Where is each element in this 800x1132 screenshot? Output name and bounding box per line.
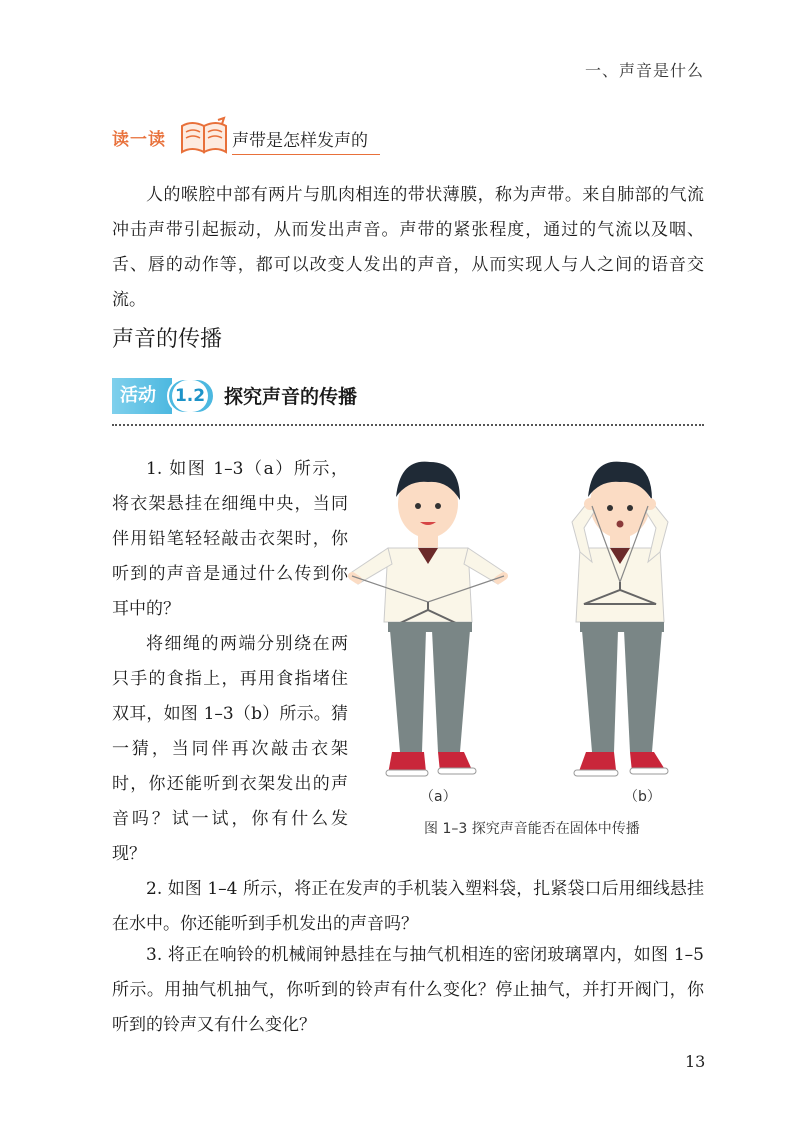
step-2-text: 2. 如图 1–4 所示，将正在发声的手机装入塑料袋，扎紧袋口后用细线悬挂在水中。你还能听到手机发出的声音吗？	[112, 879, 704, 934]
boy-b-illustration	[572, 462, 668, 776]
running-header: 一、声音是什么	[584, 61, 704, 80]
step-3-text: 3. 将正在响铃的机械闹钟悬挂在与抽气机相连的密闭玻璃罩内，如图 1–5 所示。用抽气机抽气，你听到的铃声有什么变化？停止抽气，并打开阀门，你听到的铃声又有什么变化？	[112, 945, 704, 1035]
activity-tab-label: 活动	[112, 378, 172, 414]
boy-a-illustration	[352, 462, 504, 776]
figure-caption: 图 1–3 探究声音能否在固体中传播	[424, 821, 640, 837]
open-book-icon	[178, 116, 230, 156]
step-1	[112, 452, 348, 872]
step-2	[112, 872, 704, 942]
section-heading: 声音的传播	[112, 327, 223, 352]
figure-label-a: （a）	[420, 789, 457, 805]
step-1-part-b: 将细绳的两端分别绕在两只手的食指上，再用食指堵住双耳，如图 1–3（b）所示。猜一猜，当同伴再次敲击衣架时，你还能听到衣架发出的声音吗？试一试，你有什么发现？	[112, 634, 348, 864]
step-3	[112, 938, 704, 1043]
activity-title: 探究声音的传播	[224, 386, 358, 408]
page-number: 13	[685, 1052, 706, 1071]
step-1-part-a: 1. 如图 1–3（a）所示，将衣架悬挂在细绳中央，当同伴用铅笔轻轻敲击衣架时，你听到的声音是通过什么传到你耳中的？	[112, 459, 348, 619]
dotted-divider	[112, 424, 704, 426]
activity-number: 1.2	[172, 380, 208, 412]
vocal-cord-paragraph	[112, 178, 704, 318]
paragraph-text: 人的喉腔中部有两片与肌肉相连的带状薄膜，称为声带。来自肺部的气流冲击声带引起振动，从而发出声音。声带的紧张程度，通过的气流以及咽、舌、唇的动作等，都可以改变人发出的声音，从而实现人与人之间的语音交流。	[112, 185, 704, 310]
read-title: 声带是怎样发声的	[232, 126, 380, 155]
figure-illustration	[348, 452, 708, 792]
figure-label-b: （b）	[624, 789, 661, 805]
activity-banner	[112, 378, 412, 414]
read-label: 读一读	[112, 130, 166, 150]
